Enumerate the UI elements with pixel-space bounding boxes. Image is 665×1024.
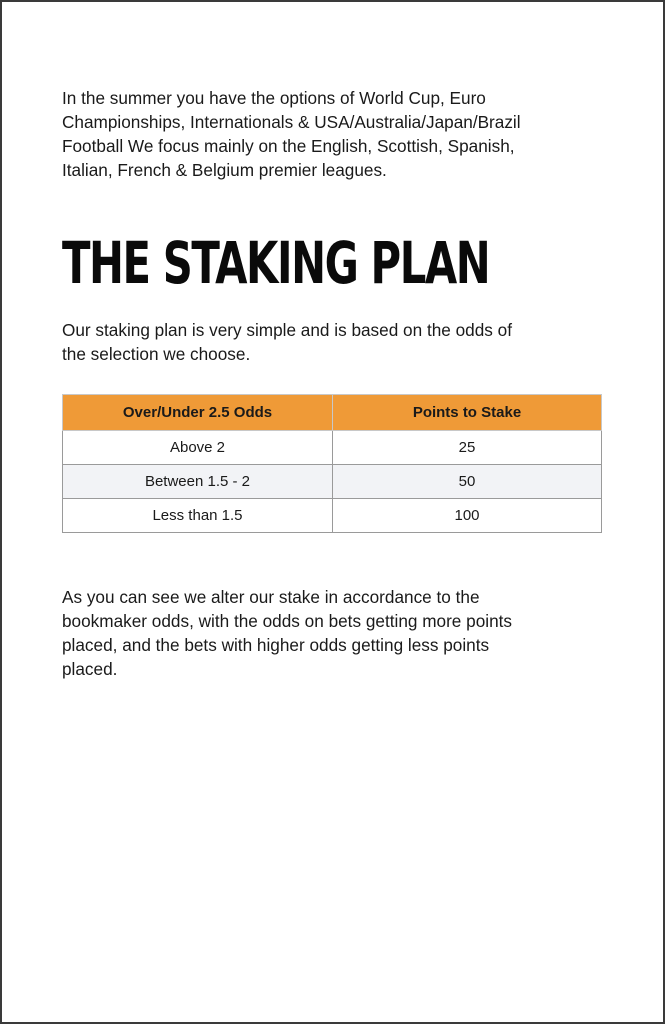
table-header-row: [63, 395, 602, 431]
odds-cell: Between 1.5 - 2: [63, 465, 333, 499]
outro-paragraph: [62, 585, 602, 681]
staking-table: [62, 394, 602, 533]
staking-intro-paragraph: [62, 318, 602, 366]
outro-line: As you can see we alter our stake in accordance to the: [62, 587, 480, 607]
staking-intro-line: the selection we choose.: [62, 344, 251, 364]
odds-cell: Less than 1.5: [63, 499, 333, 533]
intro-line: Championships, Internationals & USA/Australia/Japan/Brazil: [62, 112, 521, 132]
document-content: [62, 86, 602, 681]
intro-paragraph: [62, 86, 602, 182]
points-cell: 25: [333, 431, 602, 465]
intro-line: Football We focus mainly on the English, Scottish, Spanish,: [62, 136, 515, 156]
outro-line: bookmaker odds, with the odds on bets getting more points: [62, 611, 513, 631]
points-cell: 50: [333, 465, 602, 499]
staking-intro-line: Our staking plan is very simple and is based on the odds of: [62, 320, 512, 340]
table-row: [63, 499, 602, 533]
intro-line: Italian, French & Belgium premier leagues.: [62, 160, 387, 180]
odds-cell: Above 2: [63, 431, 333, 465]
points-cell: 100: [333, 499, 602, 533]
table-row: [63, 465, 602, 499]
outro-line: placed.: [62, 659, 118, 679]
section-heading: THE STAKING PLAN: [62, 229, 490, 297]
column-header-points: Points to Stake: [333, 395, 602, 431]
table-row: [63, 431, 602, 465]
column-header-odds: Over/Under 2.5 Odds: [63, 395, 333, 431]
intro-line: In the summer you have the options of World Cup, Euro: [62, 88, 486, 108]
outro-line: placed, and the bets with higher odds getting less points: [62, 635, 490, 655]
